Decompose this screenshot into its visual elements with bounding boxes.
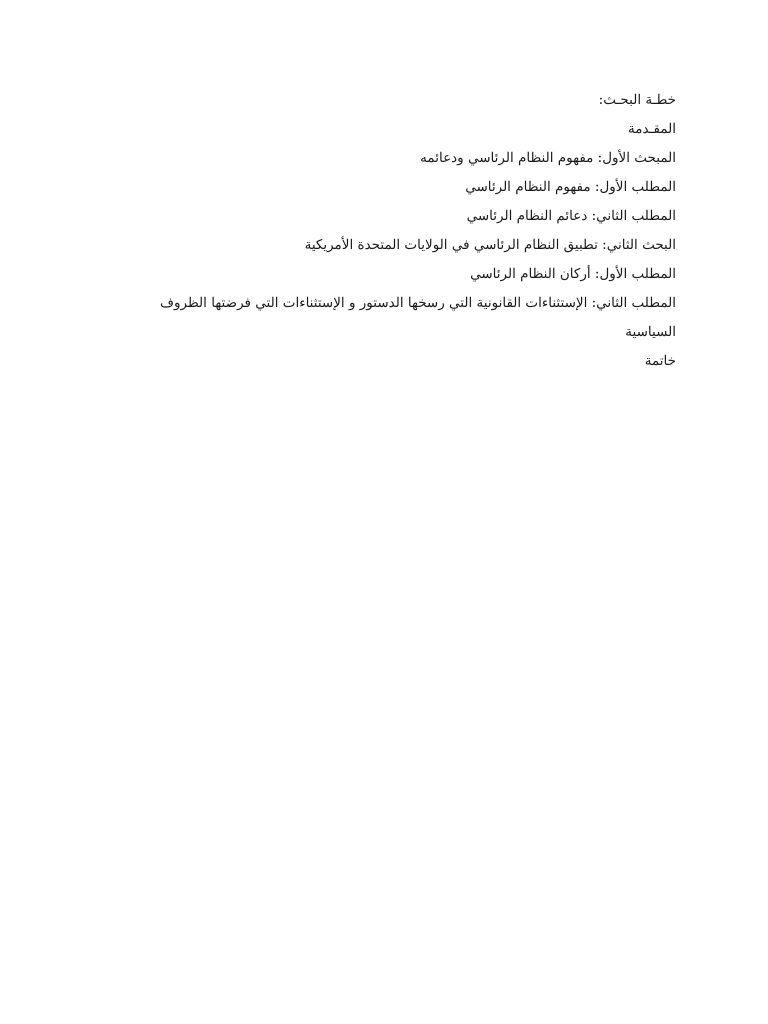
chapter-1-section-2: المطلب الثاني: دعائم النظام الرئاسي <box>466 208 676 224</box>
chapter-2-section-2-line-1: المطلب الثاني: الإستثناءات القانونية التي رسخها الدستور و الإستثناءات التي فرضتها الظروف <box>160 295 676 311</box>
chapter-2-section-1: المطلب الأول: أركان النظام الرئاسي <box>470 266 676 282</box>
research-plan-outline <box>160 86 676 376</box>
chapter-2-title: البحث الثاني: تطبيق النظام الرئاسي في الولايات المتحدة الأمريكية <box>304 237 676 253</box>
introduction-item: المقـدمة <box>627 121 676 137</box>
chapter-1-section-1: المطلب الأول: مفهوم النظام الرئاسي <box>465 179 676 195</box>
chapter-2-section-2-line-2: السياسية <box>625 324 676 340</box>
chapter-1-title: المبحث الأول: مفهوم النظام الرئاسي ودعائمه <box>420 150 676 166</box>
conclusion-item: خاتمة <box>644 353 676 369</box>
plan-heading: خطـة البحـث: <box>598 92 676 108</box>
